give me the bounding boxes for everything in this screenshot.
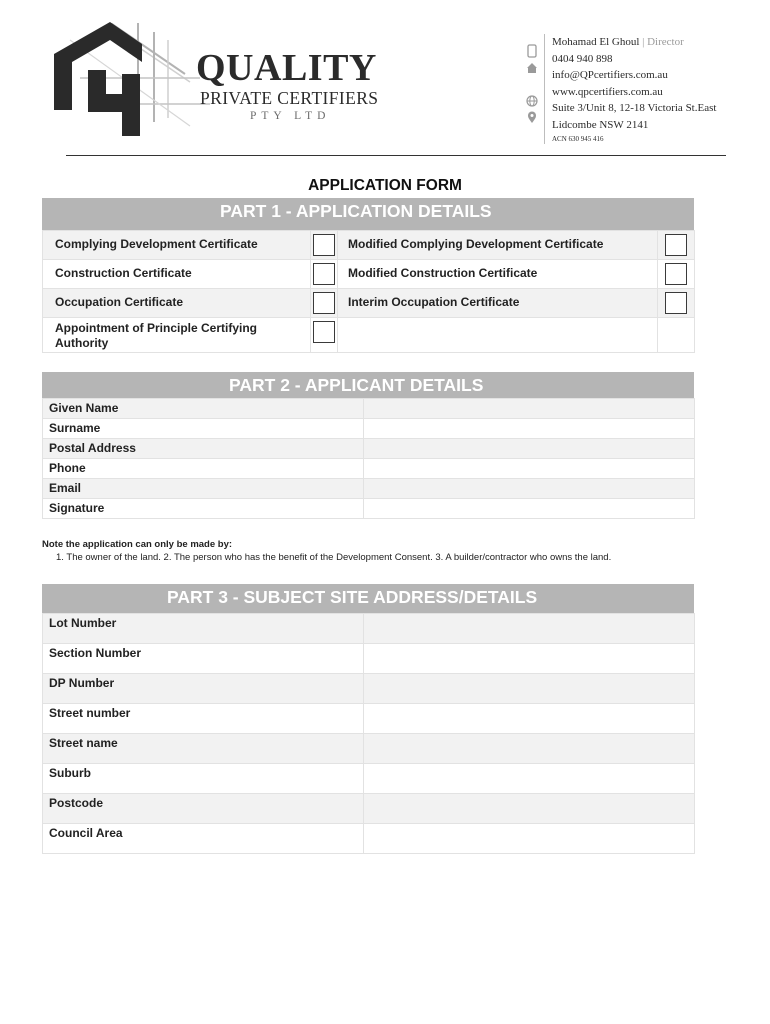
contact-address-2: Lidcombe NSW 2141 — [552, 118, 649, 131]
field-label: Lot Number — [43, 614, 364, 644]
brand-subtitle: PRIVATE CERTIFIERS — [200, 88, 379, 108]
field-label: Signature — [43, 499, 364, 519]
part1-row — [43, 318, 695, 353]
contact-person: Mohamad El Ghoul — [552, 36, 640, 48]
empty-cell — [338, 318, 658, 353]
street-name-input[interactable] — [364, 734, 695, 764]
applicant-row — [43, 459, 695, 479]
header-divider — [66, 155, 726, 156]
signature-input[interactable] — [364, 499, 695, 519]
applicant-row — [43, 499, 695, 519]
contact-email: info@QPcertifiers.com.au — [552, 69, 668, 81]
field-label: DP Number — [43, 674, 364, 704]
mobile-phone-icon — [522, 43, 542, 60]
brand-pty: PTY LTD — [250, 110, 331, 122]
company-logo — [50, 18, 390, 138]
site-row — [43, 704, 695, 734]
site-row — [43, 764, 695, 794]
contact-role: Director — [647, 36, 684, 48]
note-text: 1. The owner of the land. 2. The person who has the benefit of the Development Consent. 3. A builder/contractor who owns the land. — [56, 552, 612, 563]
part1-row — [43, 260, 695, 289]
site-row — [43, 794, 695, 824]
lot-number-input[interactable] — [364, 614, 695, 644]
dp-number-input[interactable] — [364, 674, 695, 704]
contact-phone: 0404 940 898 — [552, 52, 613, 65]
given-name-input[interactable] — [364, 399, 695, 419]
complying-development-checkbox[interactable] — [313, 234, 335, 256]
applicant-row — [43, 439, 695, 459]
note-heading: Note the application can only be made by: — [42, 539, 233, 550]
field-label: Postal Address — [43, 439, 364, 459]
part1-heading: PART 1 - APPLICATION DETAILS — [42, 198, 694, 230]
location-pin-icon — [522, 109, 542, 126]
site-row — [43, 734, 695, 764]
surname-input[interactable] — [364, 419, 695, 439]
site-row — [43, 614, 695, 644]
option-label: Appointment of Principle Certifying Authority — [43, 318, 311, 353]
option-label: Modified Complying Development Certificate — [338, 231, 658, 260]
part3-heading: PART 3 - SUBJECT SITE ADDRESS/DETAILS — [42, 584, 694, 616]
field-label: Section Number — [43, 644, 364, 674]
part3-table — [42, 613, 695, 854]
field-label: Street name — [43, 734, 364, 764]
part1-row — [43, 289, 695, 318]
field-label: Suburb — [43, 764, 364, 794]
applicant-row — [43, 479, 695, 499]
modified-construction-certificate-checkbox[interactable] — [665, 263, 687, 285]
site-row — [43, 674, 695, 704]
contact-divider — [544, 34, 545, 144]
field-label: Street number — [43, 704, 364, 734]
email-input[interactable] — [364, 479, 695, 499]
phone-input[interactable] — [364, 459, 695, 479]
field-label: Given Name — [43, 399, 364, 419]
home-icon — [522, 60, 542, 77]
part2-heading: PART 2 - APPLICANT DETAILS — [42, 372, 694, 404]
field-label: Email — [43, 479, 364, 499]
occupation-certificate-checkbox[interactable] — [313, 292, 335, 314]
option-label: Interim Occupation Certificate — [338, 289, 658, 318]
field-label: Phone — [43, 459, 364, 479]
site-row — [43, 824, 695, 854]
applicant-row — [43, 419, 695, 439]
contact-person-line — [552, 34, 716, 51]
email-spacer — [522, 76, 542, 93]
contact-acn: ACN 630 945 416 — [552, 135, 604, 143]
field-label: Council Area — [43, 824, 364, 854]
part1-row — [43, 231, 695, 260]
suburb-input[interactable] — [364, 764, 695, 794]
option-checkbox-cell[interactable] — [311, 289, 338, 318]
brand-name: QUALITY — [196, 47, 377, 89]
contact-block — [522, 28, 752, 148]
contact-lines — [552, 34, 716, 145]
field-label: Postcode — [43, 794, 364, 824]
postcode-input[interactable] — [364, 794, 695, 824]
option-label: Complying Development Certificate — [43, 231, 311, 260]
part2-table — [42, 398, 695, 519]
option-checkbox-cell[interactable] — [311, 318, 338, 353]
option-checkbox-cell[interactable] — [311, 260, 338, 289]
contact-address-1: Suite 3/Unit 8, 12-18 Victoria St.East — [552, 102, 717, 114]
option-checkbox-cell[interactable] — [658, 260, 695, 289]
option-checkbox-cell[interactable] — [658, 231, 695, 260]
street-number-input[interactable] — [364, 704, 695, 734]
contact-icons — [522, 43, 542, 126]
option-label: Modified Construction Certificate — [338, 260, 658, 289]
part1-table — [42, 230, 695, 353]
option-label: Occupation Certificate — [43, 289, 311, 318]
council-area-input[interactable] — [364, 824, 695, 854]
principle-certifying-authority-checkbox[interactable] — [313, 321, 335, 343]
contact-separator: | — [642, 36, 645, 48]
interim-occupation-certificate-checkbox[interactable] — [665, 292, 687, 314]
contact-website: www.qpcertifiers.com.au — [552, 85, 663, 98]
postal-address-input[interactable] — [364, 439, 695, 459]
field-label: Surname — [43, 419, 364, 439]
option-checkbox-cell[interactable] — [658, 289, 695, 318]
site-row — [43, 644, 695, 674]
construction-certificate-checkbox[interactable] — [313, 263, 335, 285]
globe-icon — [522, 93, 542, 110]
option-label: Construction Certificate — [43, 260, 311, 289]
option-checkbox-cell[interactable] — [311, 231, 338, 260]
applicant-row — [43, 399, 695, 419]
modified-complying-development-checkbox[interactable] — [665, 234, 687, 256]
form-title: APPLICATION FORM — [308, 177, 462, 194]
empty-cell — [658, 318, 695, 353]
section-number-input[interactable] — [364, 644, 695, 674]
applicant-note — [42, 538, 611, 564]
